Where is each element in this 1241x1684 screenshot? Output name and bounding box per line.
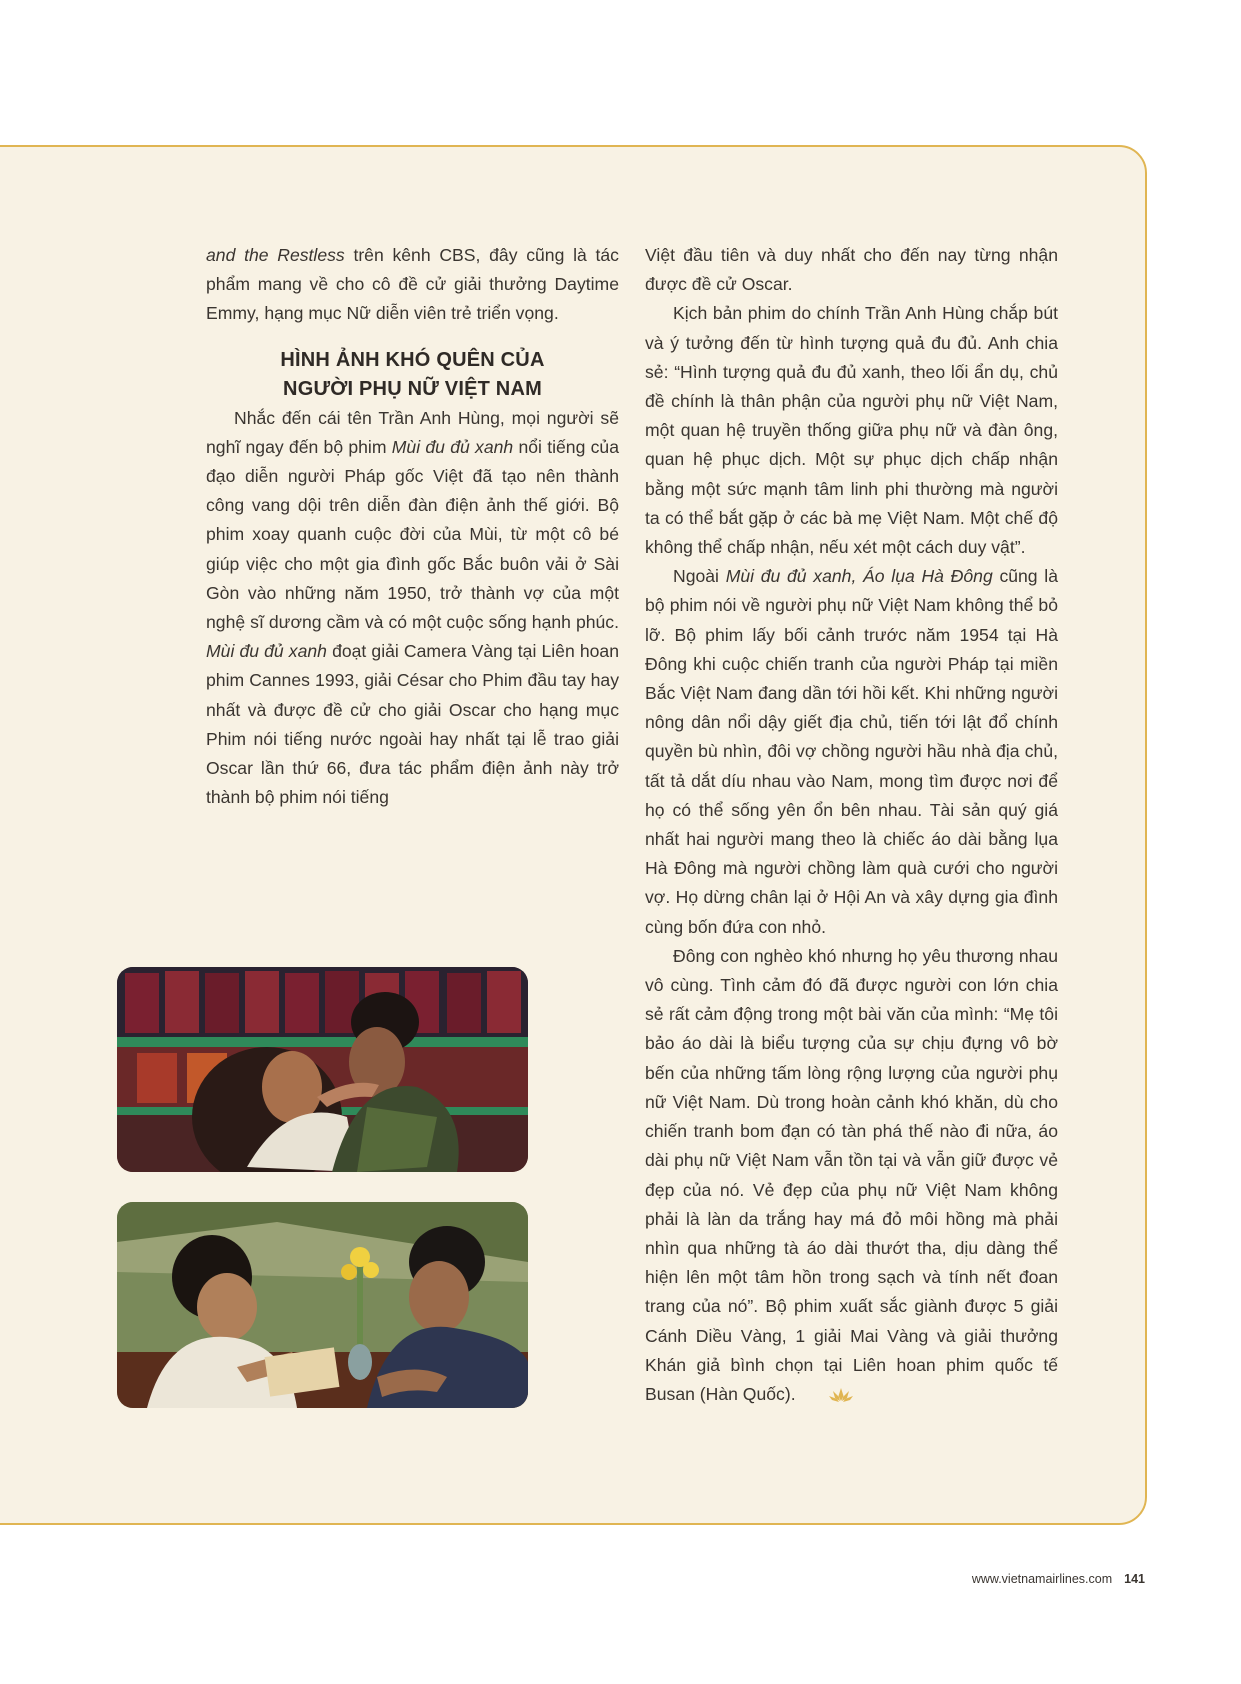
text-run: Kịch bản phim do chính Trần Anh Hùng chắp bút và ý tưởng đến từ hình tượng quả đu đủ. Anh chia sẻ: “Hình tượng quả đu đủ xanh, theo lối ẩn dụ, chủ đề chính là thân phận của người phụ nữ Việt Nam, một quan hệ truyền thống giữa phụ nữ và đàn ông, quan hệ phục dịch. Một sự phục dịch chấp nhận bằng một sức mạnh tâm linh phi thường mà người ta có thể bắt gặp ở các bà mẹ Việt Nam. Một chế độ không thể chấp nhận, nếu xét một cách duy vật”. <box>645 303 1058 558</box>
text-run: nổi tiếng của đạo diễn người Pháp gốc Việt đã tạo nên thành công vang dội trên diễn đàn điện ảnh thế giới. Bộ phim xoay quanh cuộc đời của Mùi, từ một cô bé giúp việc cho một gia đình gốc Bắc buôn vải ở Sài Gòn vào những năm 1950, trở thành vợ của một nghệ sĩ dương cầm và có một cuộc sống hạnh phúc. <box>206 436 619 633</box>
film-still-embrace-photo <box>117 967 528 1172</box>
section-heading <box>206 346 619 404</box>
paragraph-ao-lua-ha-dong <box>645 562 1058 942</box>
paragraph-script-quote <box>645 299 1058 562</box>
paragraph-continued <box>645 241 1058 299</box>
film-still-letter-photo <box>117 1202 528 1408</box>
body-paragraph <box>206 404 619 813</box>
text-run: Nhắc đến cái tên Trần Anh Hùng, mọi người sẽ nghĩ ngay đến bộ phim <box>206 407 619 457</box>
page-number: 141 <box>1124 1572 1145 1586</box>
right-column <box>645 241 1058 1412</box>
text-run: trên kênh CBS, đây cũng là tác phẩm mang về cho cô đề cử giải thưởng Daytime Emmy, hạng mục Nữ diễn viên trẻ triển vọng. <box>206 245 619 324</box>
text-run: Việt đầu tiên và duy nhất cho đến nay từng nhận được đề cử Oscar. <box>645 245 1058 295</box>
italic-title-run: Mùi đu đủ xanh <box>391 436 514 457</box>
heading-line-2: NGƯỜI PHỤ NỮ VIỆT NAM <box>283 377 542 400</box>
closing-text <box>645 946 1058 1404</box>
heading-line-1: HÌNH ẢNH KHÓ QUÊN CỦA <box>280 348 545 371</box>
italic-title-run: Mùi đu đủ xanh <box>206 641 327 662</box>
text-run: cũng là bộ phim nói về người phụ nữ Việt Nam không thể bỏ lỡ. Bộ phim lấy bối cảnh trước năm 1954 tại Hà Đông khi cuộc chiến tranh của người Pháp tại miền Bắc Việt Nam đang dần tới hồi kết. Khi những người nông dân nổi dậy giết địa chủ, tiến tới lật đổ chính quyền bù nhìn, đôi vợ chồng người hầu nhà địa chủ, tất tả dắt díu nhau vào Nam, mong tìm được nơi để họ có thể sống yên ổn bên nhau. Tài sản quý giá nhất hai người mang theo là chiếc áo dài bằng lụa Hà Đông mà người chồng làm quà cưới cho người vợ. Họ dừng chân lại ở Hội An và xây dựng gia đình cùng bốn đứa con nhỏ. <box>645 566 1058 937</box>
website-url: www.vietnamairlines.com <box>971 1572 1113 1586</box>
text-run: Ngoài <box>673 566 726 587</box>
left-column <box>206 241 619 812</box>
lotus-end-icon <box>800 1383 854 1412</box>
page-footer <box>972 1572 1145 1586</box>
paragraph-closing <box>645 942 1058 1412</box>
italic-title-run: Mùi đu đủ xanh, Áo lụa Hà Đông <box>725 566 993 587</box>
intro-paragraph <box>206 241 619 329</box>
text-run: Đông con nghèo khó nhưng họ yêu thương nhau vô cùng. Tình cảm đó đã được người con lớn chia sẻ rất cảm động trong một bài văn của mình: “Mẹ tôi bảo áo dài là biểu tượng của sự chịu đựng vô bờ bến của những tấm lòng rộng lượng của người phụ nữ Việt Nam. Dù trong hoàn cảnh khó khăn, dù cho chiến tranh bom đạn có tàn phá thế nào đi nữa, áo dài phụ nữ Việt Nam vẫn tồn tại và vẫn giữ được vẻ đẹp của nó. Vẻ đẹp của phụ nữ Việt Nam không phải là làn da trắng hay má đỏ môi hồng mà phải nhìn qua những tà áo dài thướt tha, dịu dàng thể hiện lên một tâm hồn trong sạch và tính nết đoan trang của nó”. Bộ phim xuất sắc giành được 5 giải Cánh Diều Vàng, 1 giải Mai Vàng và giải thưởng Khán giả bình chọn tại Liên hoan phim quốc tế Busan (Hàn Quốc). <box>645 945 1058 1404</box>
text-run: đoạt giải Camera Vàng tại Liên hoan phim Cannes 1993, giải César cho Phim đầu tay hay nhất và được đề cử cho giải Oscar cho hạng mục Phim nói tiếng nước ngoài hay nhất tại lễ trao giải Oscar lần thứ 66, đưa tác phẩm điện ảnh này trở thành bộ phim nói tiếng <box>206 641 619 808</box>
italic-title-run: and the Restless <box>206 245 345 265</box>
